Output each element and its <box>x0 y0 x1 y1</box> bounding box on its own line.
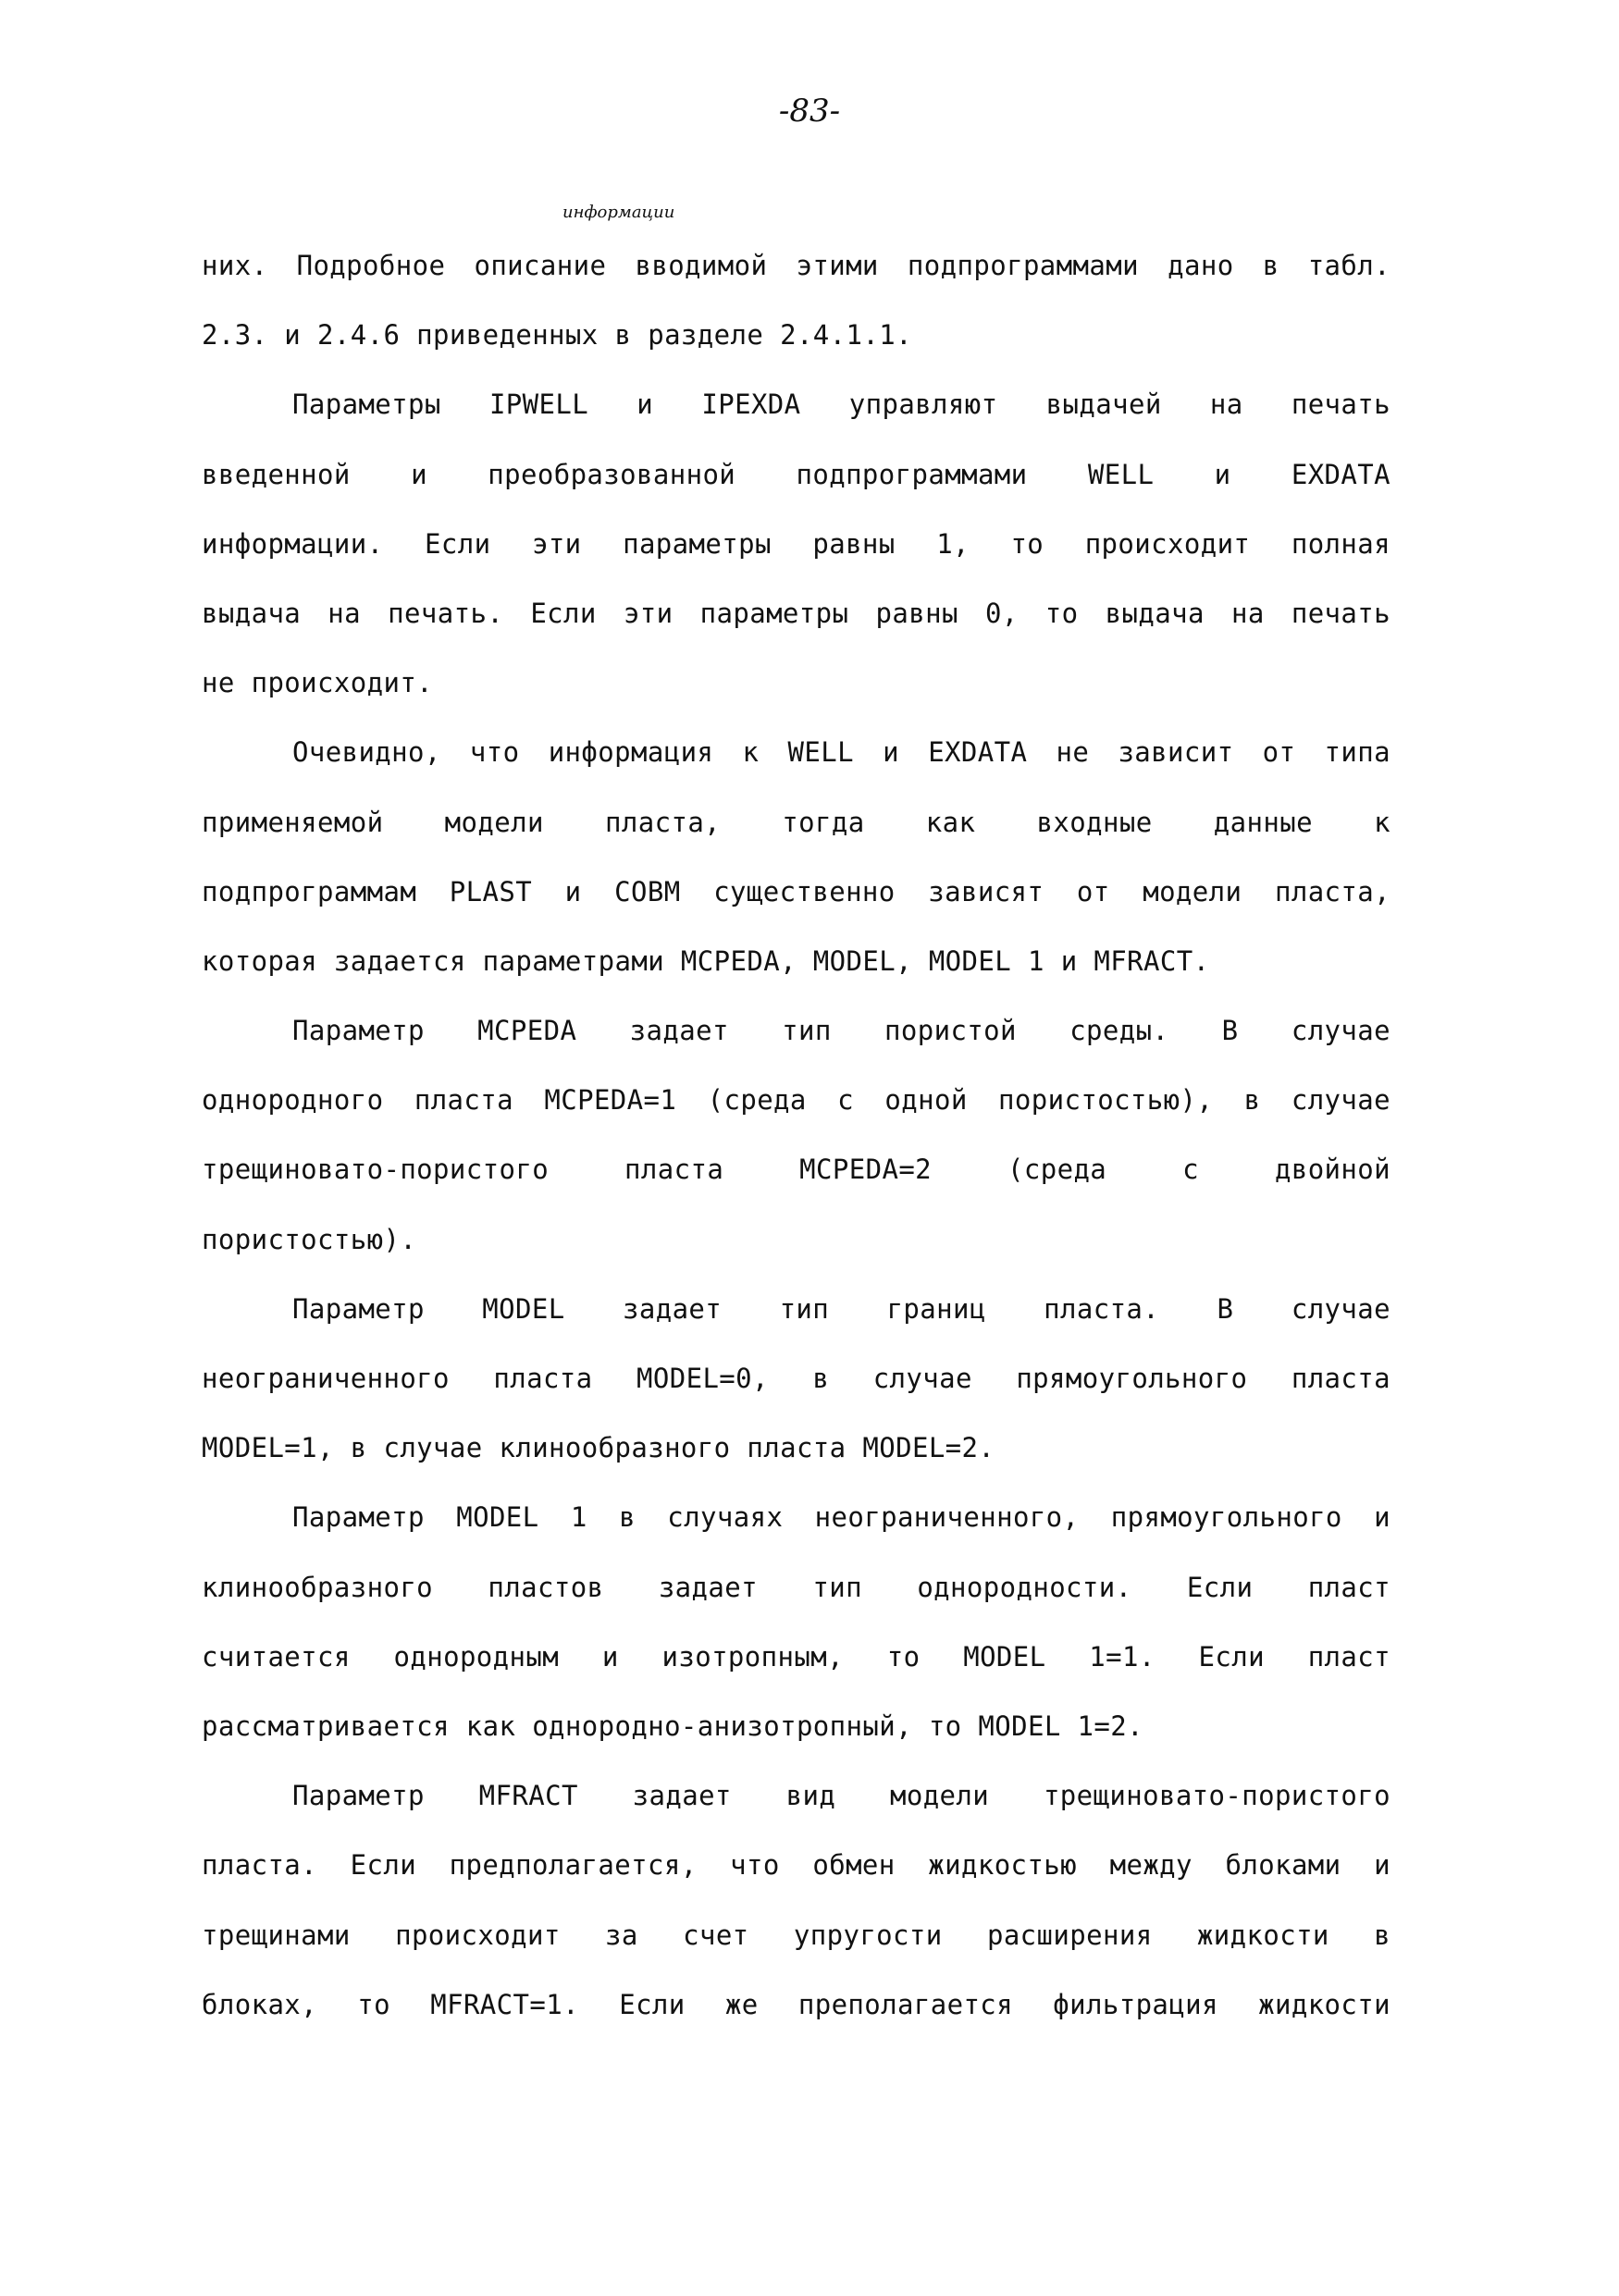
text-line: выдача на печать. Если эти параметры равны 0, то выдача на печать <box>202 597 1390 629</box>
text-line: Очевидно, что информация к WELL и EXDATA не зависит от типа <box>292 736 1390 769</box>
text-line: которая задается параметрами MCPEDA, MODEL, MODEL 1 и MFRACT. <box>202 944 1210 977</box>
text-line: Параметр MODEL задает тип границ пласта. В случае <box>292 1292 1390 1325</box>
text-line: Параметры IPWELL и IPEXDA управляют выдачей на печать <box>292 389 1390 421</box>
text-line: 2.3. и 2.4.6 приведенных в разделе 2.4.1.1. <box>202 319 912 352</box>
text-line: не происходит. <box>202 667 434 699</box>
text-line: блоках, то MFRACT=1. Если же преполагается фильтрация жидкости <box>202 1988 1390 2020</box>
text-line: информации. Если эти параметры равны 1, то происходит полная <box>202 527 1390 560</box>
text-line: пласта. Если предполагается, что обмен жидкостью между блоками и <box>202 1849 1390 1882</box>
body-text <box>202 203 1390 2040</box>
text-line: пористостью). <box>202 1223 417 1255</box>
text-line: клинообразного пластов задает тип однородности. Если пласт <box>202 1571 1390 1603</box>
text-line: неограниченного пласта MODEL=0, в случае прямоугольного пласта <box>202 1363 1390 1394</box>
text-line: трещинами происходит за счет упругости расширения жидкости в <box>202 1919 1390 1951</box>
text-line: Параметр MCPEDA задает тип пористой среды. В случае <box>292 1015 1390 1047</box>
text-line: трещиновато-пористого пласта MCPEDA=2 (среда с двойной <box>202 1154 1390 1186</box>
text-line: применяемой модели пласта, тогда как входные данные к <box>202 806 1390 838</box>
text-line: однородного пласта MCPEDA=1 (среда с одной пористостью), в случае <box>202 1084 1390 1117</box>
text-line: считается однородным и изотропным, то MODEL 1=1. Если пласт <box>202 1640 1390 1673</box>
text-line: MODEL=1, в случае клинообразного пласта MODEL=2. <box>202 1432 995 1464</box>
text-line: рассматривается как однородно-анизотропный, то MODEL 1=2. <box>202 1710 1143 1742</box>
handwritten-annotation: информации <box>562 203 675 222</box>
text-line: Параметр MFRACT задает вид модели трещиновато-пористого <box>292 1780 1390 1812</box>
text-line: подпрограммам PLAST и COBM существенно зависят от модели пласта, <box>202 875 1390 907</box>
page-number: -83- <box>778 93 841 130</box>
text-line: информации них. Подробное описание вводимой этими подпрограммами дано в табл. <box>202 203 1390 281</box>
text-line: Параметр MODEL 1 в случаях неограниченного, прямоугольного и <box>292 1501 1390 1534</box>
text-line: введенной и преобразованной подпрограммами WELL и EXDATA <box>202 458 1390 490</box>
